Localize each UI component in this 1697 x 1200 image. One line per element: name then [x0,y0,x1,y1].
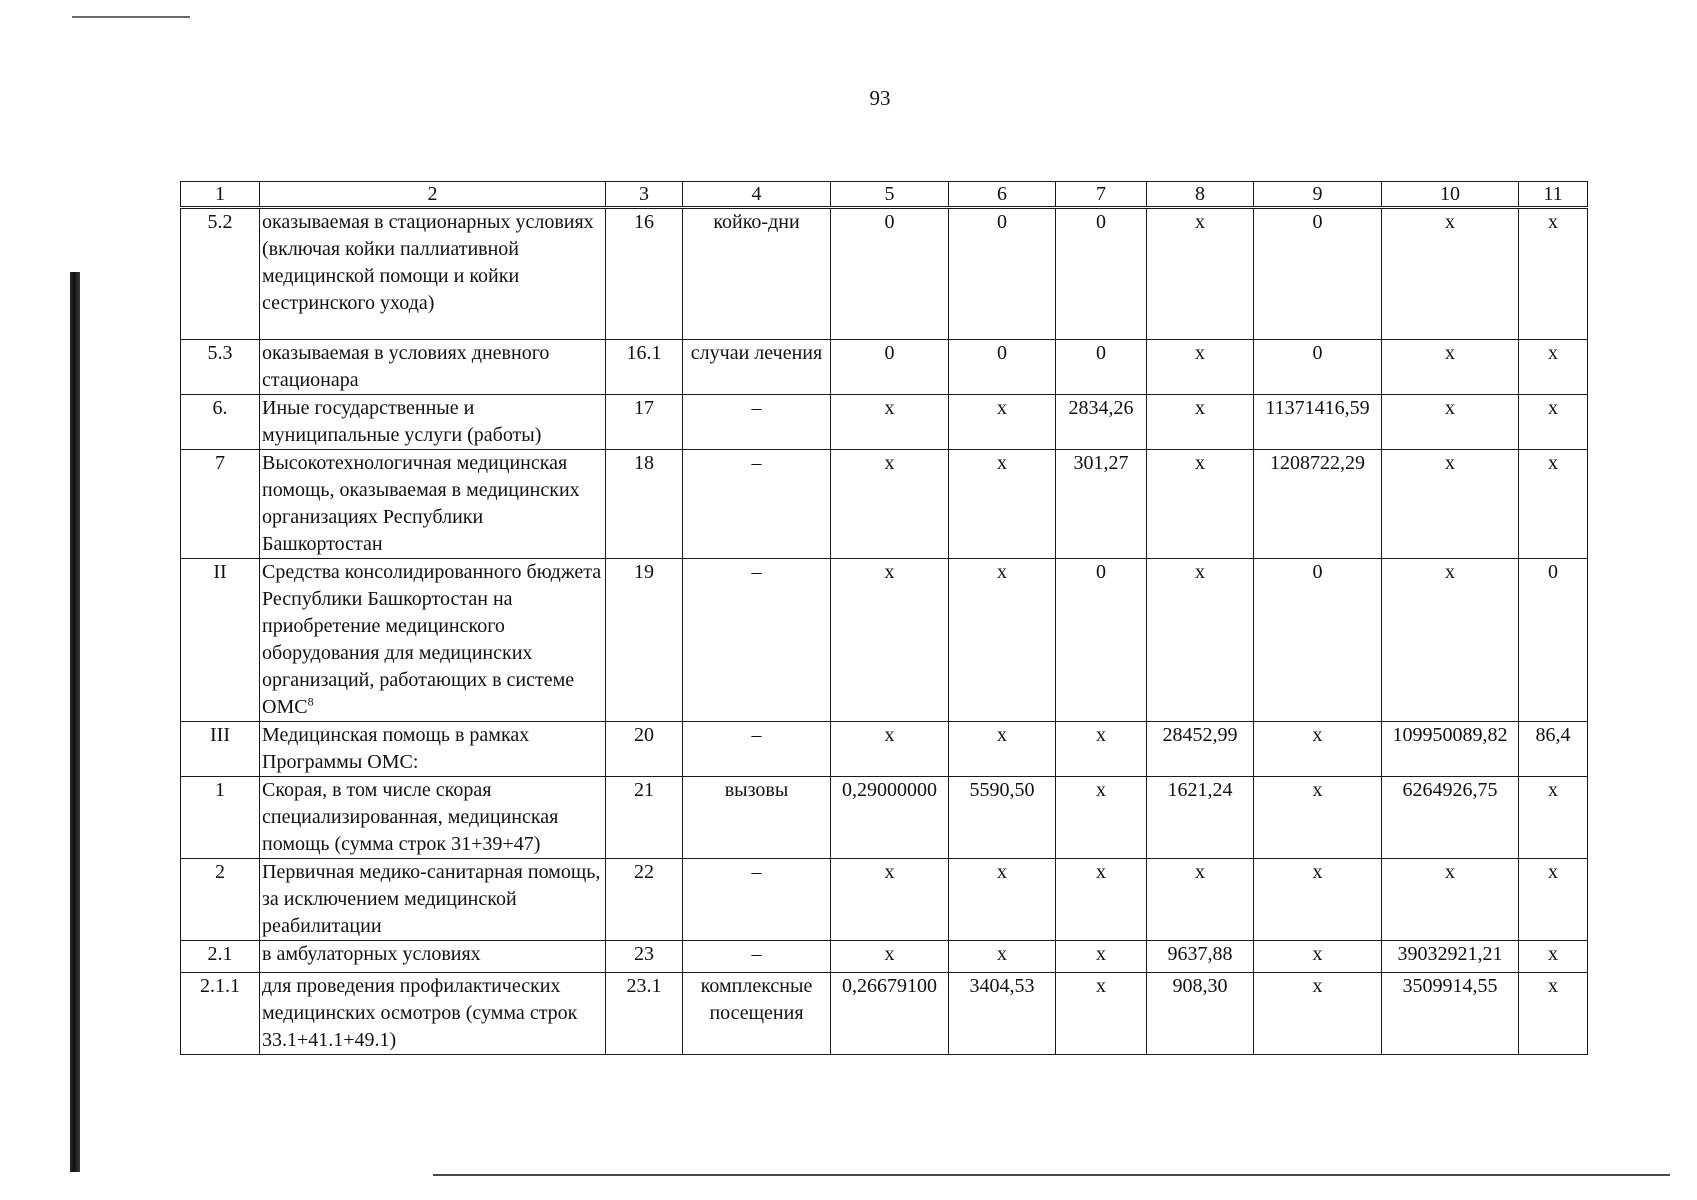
unit-cell-text: – [751,452,762,474]
column-header: 2 [260,182,606,208]
value-cell-text: х [1445,397,1455,419]
unit-cell-text: комплексные посещения [700,975,813,1024]
value-cell-text: х [1195,397,1205,419]
value-cell [1254,450,1382,559]
value-cell [1056,973,1147,1055]
row-description-cell-text: Скорая, в том числе скорая специализированная, медицинская помощь (сумма строк 31+39+47) [262,779,559,855]
row-number-cell [181,450,260,559]
value-cell [1254,722,1382,777]
value-cell-text: х [1548,943,1558,965]
value-cell-text: х [1312,779,1323,801]
scan-binding-shadow [70,272,80,1172]
value-cell-text: 0,26679100 [842,975,937,997]
row-description-cell-text: Средства консолидированного бюджета Республики Башкортостан на приобретение медицинского оборудования для медицинских организаций, работающих в системе ОМС [262,561,602,718]
row-number-cell [181,722,260,777]
value-cell-text: 0 [1548,561,1558,583]
value-cell-text: х [1195,561,1205,583]
unit-cell [683,395,831,450]
row-number-cell-text: 5.2 [207,211,233,233]
value-cell-text: 0 [997,211,1007,233]
unit-cell-text: – [751,724,762,746]
row-description-cell [260,208,606,340]
value-cell-text: х [997,397,1007,419]
value-cell [1519,859,1588,941]
value-cell [1147,859,1254,941]
table-row [181,777,1588,859]
value-cell [1147,777,1254,859]
value-cell [1147,722,1254,777]
scan-edge-line [433,1174,1670,1176]
column-header: 8 [1147,182,1254,208]
row-description-cell-text: оказываемая в условиях дневного стационара [262,342,550,391]
value-cell-text: х [1096,779,1106,801]
value-cell-text: х [997,561,1007,583]
value-cell [1382,340,1519,395]
value-cell [1147,395,1254,450]
row-description-cell-text: Первичная медико-санитарная помощь, за исключением медицинской реабилитации [262,861,601,937]
value-cell [949,777,1056,859]
value-cell [1147,340,1254,395]
value-cell-text: х [884,724,895,746]
line-code-cell-text: 23 [634,943,654,965]
value-cell [1519,777,1588,859]
row-description-cell [260,559,606,722]
value-cell [1382,559,1519,722]
value-cell [949,208,1056,340]
value-cell [1382,859,1519,941]
value-cell-text: 301,27 [1073,452,1129,474]
row-number-cell [181,340,260,395]
row-number-cell-text: II [213,561,227,583]
unit-cell [683,859,831,941]
value-cell [1056,859,1147,941]
line-code-cell [606,941,683,973]
value-cell-text: х [1096,943,1106,965]
row-number-cell-text: 2 [215,861,225,883]
value-cell-text: х [1548,452,1558,474]
row-description-cell [260,395,606,450]
value-cell-text: х [884,561,895,583]
value-cell [1147,450,1254,559]
column-header: 6 [949,182,1056,208]
value-cell [1056,450,1147,559]
line-code-cell-text: 16.1 [626,342,662,364]
unit-cell-text: койко-дни [713,211,800,233]
unit-cell [683,777,831,859]
line-code-cell-text: 20 [634,724,654,746]
row-number-cell [181,559,260,722]
column-header: 3 [606,182,683,208]
unit-cell [683,340,831,395]
value-cell-text: х [884,397,895,419]
row-number-cell-text: 7 [215,452,225,474]
row-description-cell [260,340,606,395]
value-cell [1254,941,1382,973]
value-cell [831,722,949,777]
line-code-cell [606,559,683,722]
row-number-cell [181,208,260,340]
column-header: 9 [1254,182,1382,208]
table-row [181,208,1588,340]
value-cell [1382,208,1519,340]
unit-cell-text: – [751,943,762,965]
value-cell [1147,973,1254,1055]
value-cell-text: 0 [884,211,895,233]
value-cell-text: х [1548,779,1558,801]
table-row [181,859,1588,941]
line-code-cell [606,859,683,941]
value-cell [1519,450,1588,559]
value-cell-text: х [997,724,1007,746]
value-cell-text: 3509914,55 [1402,975,1498,997]
value-cell-text: х [1195,342,1205,364]
value-cell-text: х [997,452,1007,474]
value-cell [949,973,1056,1055]
column-header: 7 [1056,182,1147,208]
value-cell [1147,941,1254,973]
row-number-cell-text: 5.3 [207,342,233,364]
value-cell-text: х [1195,861,1205,883]
column-header: 4 [683,182,831,208]
value-cell [949,722,1056,777]
column-header: 5 [831,182,949,208]
value-cell [1519,941,1588,973]
table-row [181,450,1588,559]
line-code-cell-text: 19 [634,561,654,583]
data-table [180,181,1588,1055]
value-cell [1519,559,1588,722]
row-number-cell [181,395,260,450]
value-cell [1382,941,1519,973]
line-code-cell [606,973,683,1055]
value-cell-text: 28452,99 [1162,724,1238,746]
value-cell-text: х [1312,861,1323,883]
line-code-cell-text: 17 [634,397,654,419]
row-number-cell-text: 2.1.1 [200,975,240,997]
line-code-cell-text: 21 [634,779,654,801]
value-cell [949,859,1056,941]
unit-cell [683,941,831,973]
line-code-cell [606,395,683,450]
value-cell [1519,208,1588,340]
unit-cell-text: – [751,561,762,583]
row-description-cell [260,722,606,777]
unit-cell-text: – [751,397,762,419]
table-row [181,559,1588,722]
value-cell-text: 0,29000000 [842,779,937,801]
value-cell-text: х [1195,452,1205,474]
value-cell [1382,973,1519,1055]
column-header: 1 [181,182,260,208]
value-cell-text: х [1312,724,1323,746]
unit-cell [683,973,831,1055]
value-cell [831,450,949,559]
row-number-cell-text: 6. [212,397,228,419]
value-cell-text: х [1445,861,1455,883]
footnote-marker: 8 [307,694,314,709]
row-number-cell [181,941,260,973]
line-code-cell-text: 16 [634,211,654,233]
value-cell-text: х [1312,975,1323,997]
value-cell-text: 1208722,29 [1270,452,1365,474]
value-cell [1147,559,1254,722]
value-cell-text: 908,30 [1172,975,1228,997]
value-cell-text: 0 [1096,211,1106,233]
value-cell [949,395,1056,450]
value-cell-text: х [1096,861,1106,883]
line-code-cell-text: 23.1 [626,975,662,997]
unit-cell [683,722,831,777]
value-cell [1056,340,1147,395]
value-cell-text: 0 [1096,342,1106,364]
value-cell [831,559,949,722]
value-cell-text: х [1548,397,1558,419]
value-cell-text: 11371416,59 [1265,397,1370,419]
row-description-cell-text: в амбулаторных условиях [262,943,481,965]
scan-edge-line [72,16,190,18]
row-description-cell-text: Медицинская помощь в рамках Программы ОМС: [262,724,530,773]
value-cell [831,340,949,395]
row-description-cell [260,450,606,559]
value-cell [1254,777,1382,859]
row-description-cell-text: Высокотехнологичная медицинская помощь, оказываемая в медицинских организациях Республики Башкортостан [262,452,580,555]
row-description-cell [260,941,606,973]
value-cell [1056,559,1147,722]
line-code-cell [606,208,683,340]
line-code-cell [606,777,683,859]
value-cell [1254,559,1382,722]
value-cell [831,973,949,1055]
value-cell [1382,450,1519,559]
column-header: 10 [1382,182,1519,208]
value-cell [1254,859,1382,941]
table-row [181,941,1588,973]
value-cell [831,859,949,941]
table-row [181,722,1588,777]
unit-cell [683,450,831,559]
value-cell-text: х [884,943,895,965]
value-cell [1056,941,1147,973]
value-cell-text: х [1548,975,1558,997]
row-number-cell [181,973,260,1055]
value-cell-text: х [1195,211,1205,233]
unit-cell-text: – [751,861,762,883]
unit-cell-text: вызовы [724,779,789,801]
value-cell [831,941,949,973]
line-code-cell [606,722,683,777]
value-cell [1056,395,1147,450]
row-number-cell-text: III [210,724,230,746]
value-cell [1519,973,1588,1055]
value-cell-text: 3404,53 [969,975,1035,997]
value-cell [1056,722,1147,777]
value-cell-text: 1621,24 [1167,779,1233,801]
value-cell-text: 39032921,21 [1397,943,1503,965]
row-number-cell [181,777,260,859]
value-cell [1254,340,1382,395]
value-cell-text: 0 [1312,211,1323,233]
value-cell-text: 5590,50 [969,779,1035,801]
value-cell-text: х [1548,211,1558,233]
value-cell [831,777,949,859]
column-header: 11 [1519,182,1588,208]
value-cell-text: 9637,88 [1167,943,1233,965]
line-code-cell-text: 22 [634,861,654,883]
row-description-cell-text: для проведения профилактических медицинских осмотров (сумма строк 33.1+41.1+49.1) [262,975,578,1051]
value-cell-text: х [1096,724,1106,746]
table-row [181,340,1588,395]
value-cell [1254,208,1382,340]
value-cell-text: х [884,452,895,474]
row-description-cell-text: Иные государственные и муниципальные услуги (работы) [262,397,542,446]
line-code-cell-text: 18 [634,452,654,474]
value-cell-text: 0 [1312,342,1323,364]
value-cell [1519,395,1588,450]
page-number: 93 [869,86,891,110]
value-cell-text: х [1445,561,1455,583]
value-cell-text: х [1548,342,1558,364]
unit-cell [683,208,831,340]
value-cell-text: х [1445,211,1455,233]
value-cell-text: 0 [1312,561,1323,583]
value-cell-text: х [1312,943,1323,965]
line-code-cell [606,450,683,559]
table-row [181,395,1588,450]
value-cell-text: 0 [1096,561,1106,583]
row-number-cell [181,859,260,941]
column-header-row [181,182,1588,208]
value-cell-text: х [997,861,1007,883]
value-cell-text: 2834,26 [1068,397,1134,419]
value-cell [949,559,1056,722]
value-cell-text: 109950089,82 [1392,724,1508,746]
value-cell [1382,777,1519,859]
value-cell-text: х [1096,975,1106,997]
row-description-cell [260,859,606,941]
value-cell [1382,395,1519,450]
row-number-cell-text: 1 [215,779,225,801]
value-cell-text: 86,4 [1535,724,1571,746]
value-cell [949,450,1056,559]
value-cell-text: х [884,861,895,883]
table-body [181,182,1588,1055]
value-cell [1056,208,1147,340]
value-cell [949,941,1056,973]
row-number-cell-text: 2.1 [207,943,233,965]
value-cell [1147,208,1254,340]
row-description-cell-text: оказываемая в стационарных условиях (включая койки паллиативной медицинской помощи и койки сестринского ухода) [262,211,594,314]
table-row [181,973,1588,1055]
value-cell [949,340,1056,395]
value-cell [1519,340,1588,395]
row-description-cell [260,777,606,859]
value-cell [831,395,949,450]
value-cell-text: х [1445,342,1455,364]
value-cell [831,208,949,340]
value-cell-text: х [1445,452,1455,474]
unit-cell-text: случаи лечения [690,342,823,364]
value-cell-text: х [1548,861,1558,883]
value-cell [1254,973,1382,1055]
line-code-cell [606,340,683,395]
value-cell [1382,722,1519,777]
value-cell-text: 0 [997,342,1007,364]
value-cell [1519,722,1588,777]
value-cell-text: 0 [884,342,895,364]
value-cell [1254,395,1382,450]
row-description-cell [260,973,606,1055]
value-cell-text: 6264926,75 [1402,779,1498,801]
value-cell [1056,777,1147,859]
value-cell-text: х [997,943,1007,965]
unit-cell [683,559,831,722]
